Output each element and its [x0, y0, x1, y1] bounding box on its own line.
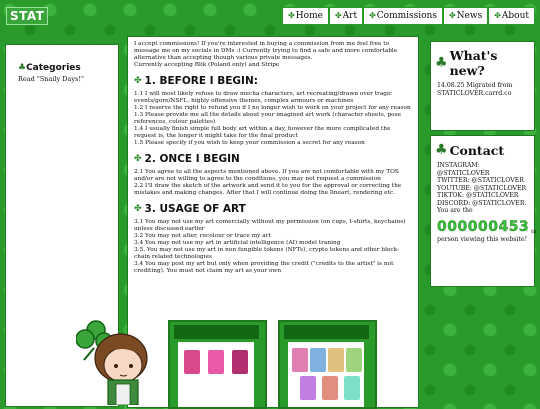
- character-sample: [300, 376, 316, 400]
- section-body: [134, 91, 412, 147]
- clover-icon: ✤: [288, 11, 295, 20]
- contact-heading-text: Contact: [449, 142, 505, 158]
- nav-home[interactable]: [282, 7, 329, 25]
- clover-icon: ✤: [134, 154, 142, 164]
- rule-line: 1.4 I usually finish simple full body art within a day, however the more complicated the request is, the longer it might take for the final product: [134, 126, 391, 139]
- contact-discord[interactable]: DISCORD: @STATICLOVER.: [437, 199, 527, 207]
- payment-methods: Currently accepting Blik (Poland only) and Stripe: [134, 62, 280, 68]
- commission-sheets: [168, 320, 418, 405]
- section-title: 1. BEFORE I BEGIN:: [144, 75, 258, 87]
- visitor-counter: [437, 218, 537, 235]
- categories-heading-text: Categories: [26, 63, 81, 73]
- nav-home-label: Home: [295, 11, 323, 21]
- character-sample: [184, 350, 200, 374]
- counter-number: 000000453: [437, 218, 530, 235]
- contact-twitter[interactable]: TWITTER: @STATICLOVER: [437, 177, 524, 184]
- site-logo[interactable]: STAT: [6, 7, 48, 25]
- contact-tiktok[interactable]: TIKTOK: @STATICLOVER: [437, 192, 519, 199]
- section-title: 3. USAGE OF ART: [144, 203, 246, 215]
- rule-line: 1.3 Please provide me all the details about your imagined art work (character sheets, pose references, colour palettes): [134, 112, 402, 125]
- nav-about-label: About: [501, 11, 529, 21]
- section-body: [134, 219, 412, 275]
- rule-line: 3.5. You may not use my art in non fungible tokens (NFTs), crypto tokens and other block-chain related technologies: [134, 247, 400, 260]
- rule-line: 1.1 I will most likely refuse to draw mecha characters, art recreating/drawn over tragic events/gore/NSFL, highly offensive themes, complex armours or machines: [134, 91, 393, 104]
- rule-line: 1.5 Please specify if you wish to keep your commission a secret for any reason: [134, 140, 365, 146]
- news-heading: [435, 48, 530, 78]
- counter-after: person viewing this website!: [437, 235, 528, 243]
- character-sample: [346, 348, 362, 372]
- nav-about[interactable]: [488, 7, 535, 25]
- section-heading: [134, 203, 412, 215]
- clover-icon: ✤: [334, 11, 342, 20]
- categories-heading: [18, 63, 118, 73]
- news-heading-text: What's new?: [449, 48, 498, 78]
- nav-commissions[interactable]: [363, 7, 443, 25]
- clover-icon: ✤: [134, 76, 142, 86]
- rule-line: 3.1 You may not use my art comercially without my permission (on cups, t-shirts, keychains) unless discussed earlier: [134, 219, 406, 232]
- intro-paragraph: I accept commissions! If you're interested in buying a commission from me feel free to message me on my socials in DMs :) Currently trying to find a safe and more comfortable alternative than accepting though various private messages.: [134, 41, 398, 61]
- section-body: [134, 169, 412, 197]
- rule-line: 3.4 You may post my art but only when providing the credit ("credits to the artist" is not crediting). You must not claim my art as your own: [134, 261, 394, 274]
- rule-line: 3.4 You may not use my art in artificial intelligence (AI) model traning: [134, 240, 341, 246]
- rule-line: 1.2 I reserve the right to refund you if I no longer wish to work on your project for any reason: [134, 105, 411, 111]
- nav-news-label: News: [456, 11, 483, 21]
- news-entry: 14.08.25 Migrated from STATICLOVER.carrd.co: [437, 82, 513, 97]
- contact-panel: [430, 135, 535, 287]
- contact-heading: [435, 142, 530, 158]
- counter-suffix: th: [531, 228, 537, 235]
- commission-sheet-body: [288, 342, 364, 407]
- rule-line: 2.1 You agree to all the aspects mentioned above. If you are not comfortable with my TOS and/or are not willing to agree to the conditions, you may not request a commission: [134, 169, 399, 182]
- commission-sheet-header: [174, 325, 259, 339]
- clover-icon: ✤: [134, 204, 142, 214]
- clover-icon: ♣: [435, 142, 448, 158]
- commission-sheet-body: [178, 342, 254, 407]
- mascot-character: [76, 318, 156, 405]
- top-bar: [0, 0, 540, 36]
- nav-news[interactable]: [443, 7, 488, 25]
- character-sample: [232, 350, 248, 374]
- section-heading: [134, 75, 412, 87]
- clover-icon: ✤: [369, 11, 376, 20]
- commission-sheet-image[interactable]: [278, 320, 377, 409]
- category-link-snaily-days[interactable]: Read "Snaily Days!": [18, 75, 84, 83]
- character-sample: [292, 348, 308, 372]
- character-sample: [310, 348, 326, 372]
- commission-sheet-image[interactable]: [168, 320, 267, 409]
- contact-instagram[interactable]: INSTAGRAM: @STATICLOVER: [437, 162, 490, 177]
- counter-prefix: You are the: [437, 207, 473, 214]
- contact-list: [437, 162, 528, 215]
- commission-sheet-header: [284, 325, 369, 339]
- character-sample: [328, 348, 344, 372]
- news-panel: [430, 41, 535, 131]
- clover-icon: ♣: [435, 55, 448, 71]
- nav-commissions-label: Commissions: [376, 11, 437, 21]
- clover-icon: ♣: [18, 63, 27, 73]
- rule-line: 3.2 You may not alter, recolour or trace my art: [134, 233, 271, 239]
- main-nav: [282, 7, 535, 25]
- contact-youtube[interactable]: YOUTUBE: @STATICLOVER: [437, 184, 527, 192]
- section-heading: [134, 153, 412, 165]
- nav-art-label: Art: [342, 11, 358, 21]
- rule-line: 2.2 I'll draw the sketch of the artwork and send it to you for the approval or correcting the mistakes and making changes. After that I will continue doing the lineart, rendering etc.: [134, 183, 402, 196]
- character-sample: [344, 376, 360, 400]
- intro-text: [134, 41, 412, 69]
- clover-icon: ✤: [448, 11, 456, 20]
- clover-icon: ✤: [494, 11, 501, 20]
- character-sample: [208, 350, 224, 374]
- section-title: 2. ONCE I BEGIN: [144, 153, 240, 165]
- character-sample: [322, 376, 338, 400]
- nav-art[interactable]: [329, 7, 363, 25]
